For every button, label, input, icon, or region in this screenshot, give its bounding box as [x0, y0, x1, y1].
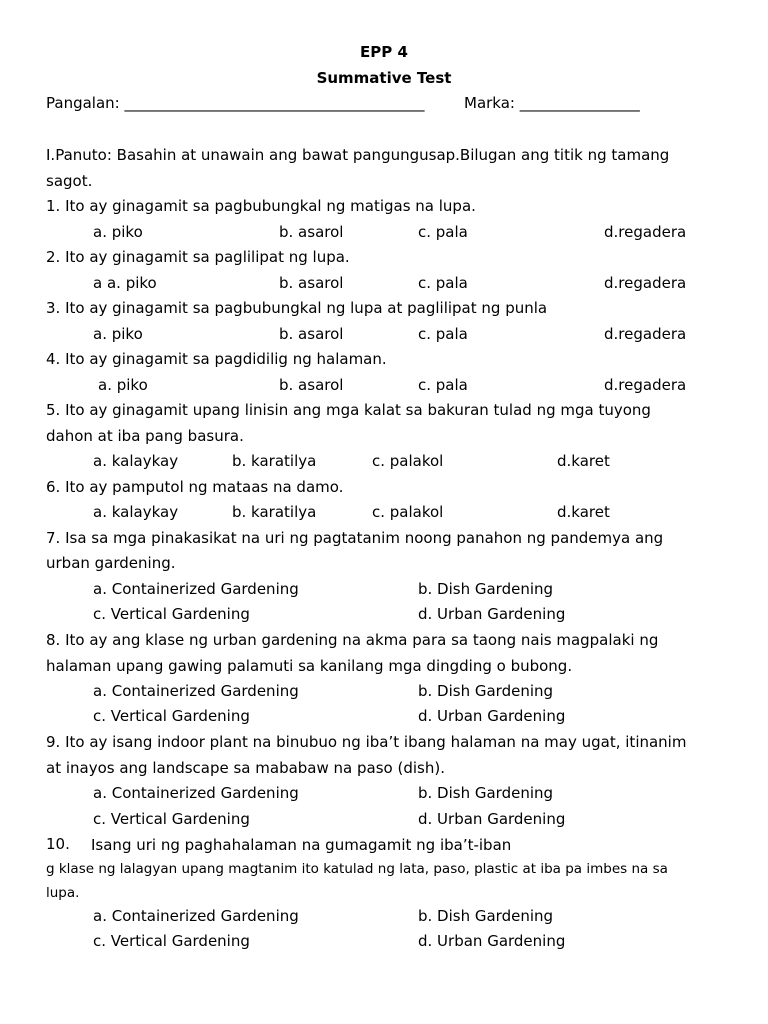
- question-2-option-b: b. asarol: [279, 274, 344, 292]
- question-10-text-line-2: g klase ng lalagyan upang magtanim ito katulad ng lata, paso, plastic at iba pa imbes na sa: [46, 861, 668, 877]
- question-7-option-d: d. Urban Gardening: [418, 605, 566, 623]
- question-6-option-a: a. kalaykay: [93, 503, 179, 521]
- question-3-option-b: b. asarol: [279, 325, 344, 343]
- question-8-option-b: b. Dish Gardening: [418, 682, 554, 700]
- question-1-option-c: c. pala: [418, 223, 468, 241]
- question-4-option-a: a. piko: [98, 376, 148, 394]
- question-5-text-line-1: 5. Ito ay ginagamit upang linisin ang mga kalat sa bakuran tulad ng mga tuyong: [46, 401, 651, 419]
- question-10-option-d: d. Urban Gardening: [418, 932, 566, 950]
- question-7-option-c: c. Vertical Gardening: [93, 605, 250, 623]
- document-subtitle: Summative Test: [316, 69, 452, 87]
- question-2-option-c: c. pala: [418, 274, 468, 292]
- question-10-option-c: c. Vertical Gardening: [93, 932, 250, 950]
- question-3-option-a: a. piko: [93, 325, 143, 343]
- question-6-text: 6. Ito ay pamputol ng mataas na damo.: [46, 478, 344, 496]
- question-7-text-line-1: 7. Isa sa mga pinakasikat na uri ng pagtatanim noong panahon ng pandemya ang: [46, 529, 664, 547]
- question-6-option-c: c. palakol: [372, 503, 444, 521]
- question-3-option-d: d.regadera: [604, 325, 687, 343]
- question-5-option-c: c. palakol: [372, 452, 444, 470]
- question-9-option-a: a. Containerized Gardening: [93, 784, 299, 802]
- question-1-option-a: a. piko: [93, 223, 143, 241]
- question-2-text: 2. Ito ay ginagamit sa paglilipat ng lupa.: [46, 248, 350, 266]
- question-1-option-d: d.regadera: [604, 223, 687, 241]
- question-4-text: 4. Ito ay ginagamit sa pagdidilig ng halaman.: [46, 350, 387, 368]
- instructions-line-1: I.Panuto: Basahin at unawain ang bawat pangungusap.Bilugan ang titik ng tamang: [46, 146, 670, 164]
- question-9-text-line-2: at inayos ang landscape sa mababaw na paso (dish).: [46, 759, 445, 777]
- question-10-option-b: b. Dish Gardening: [418, 907, 554, 925]
- question-4-option-d: d.regadera: [604, 376, 687, 394]
- document-title: EPP 4: [360, 43, 408, 61]
- question-5-text-line-2: dahon at iba pang basura.: [46, 427, 244, 445]
- question-10-text-line-1: Isang uri ng paghahalaman na gumagamit ng iba’t-iban: [91, 836, 512, 854]
- question-6-option-b: b. karatilya: [232, 503, 317, 521]
- question-3-text: 3. Ito ay ginagamit sa pagbubungkal ng lupa at paglilipat ng punla: [46, 299, 548, 317]
- question-5-option-d: d.karet: [557, 452, 610, 470]
- question-9-option-b: b. Dish Gardening: [418, 784, 554, 802]
- question-5-option-b: b. karatilya: [232, 452, 317, 470]
- question-7-option-a: a. Containerized Gardening: [93, 580, 299, 598]
- question-10-option-a: a. Containerized Gardening: [93, 907, 299, 925]
- question-8-option-d: d. Urban Gardening: [418, 707, 566, 725]
- score-field-label: Marka: ________________: [464, 94, 640, 112]
- name-field-label: Pangalan: ________________________________________: [46, 94, 425, 112]
- question-1-text: 1. Ito ay ginagamit sa pagbubungkal ng matigas na lupa.: [46, 197, 476, 215]
- question-5-option-a: a. kalaykay: [93, 452, 179, 470]
- question-3-option-c: c. pala: [418, 325, 468, 343]
- question-2-option-a: a a. piko: [93, 274, 157, 292]
- question-9-text-line-1: 9. Ito ay isang indoor plant na binubuo ng iba’t ibang halaman na may ugat, itinanim: [46, 733, 687, 751]
- question-4-option-b: b. asarol: [279, 376, 344, 394]
- question-4-option-c: c. pala: [418, 376, 468, 394]
- question-8-text-line-1: 8. Ito ay ang klase ng urban gardening na akma para sa taong nais magpalaki ng: [46, 631, 659, 649]
- question-8-text-line-2: halaman upang gawing palamuti sa kanilang mga dingding o bubong.: [46, 657, 573, 675]
- question-2-option-d: d.regadera: [604, 274, 687, 292]
- question-7-option-b: b. Dish Gardening: [418, 580, 554, 598]
- question-7-text-line-2: urban gardening.: [46, 554, 176, 572]
- question-10-number: 10.: [46, 835, 70, 853]
- question-9-option-d: d. Urban Gardening: [418, 810, 566, 828]
- question-8-option-c: c. Vertical Gardening: [93, 707, 250, 725]
- question-1-option-b: b. asarol: [279, 223, 344, 241]
- question-10-text-line-3: lupa.: [46, 885, 80, 901]
- question-8-option-a: a. Containerized Gardening: [93, 682, 299, 700]
- question-9-option-c: c. Vertical Gardening: [93, 810, 250, 828]
- instructions-line-2: sagot.: [46, 172, 93, 190]
- question-6-option-d: d.karet: [557, 503, 610, 521]
